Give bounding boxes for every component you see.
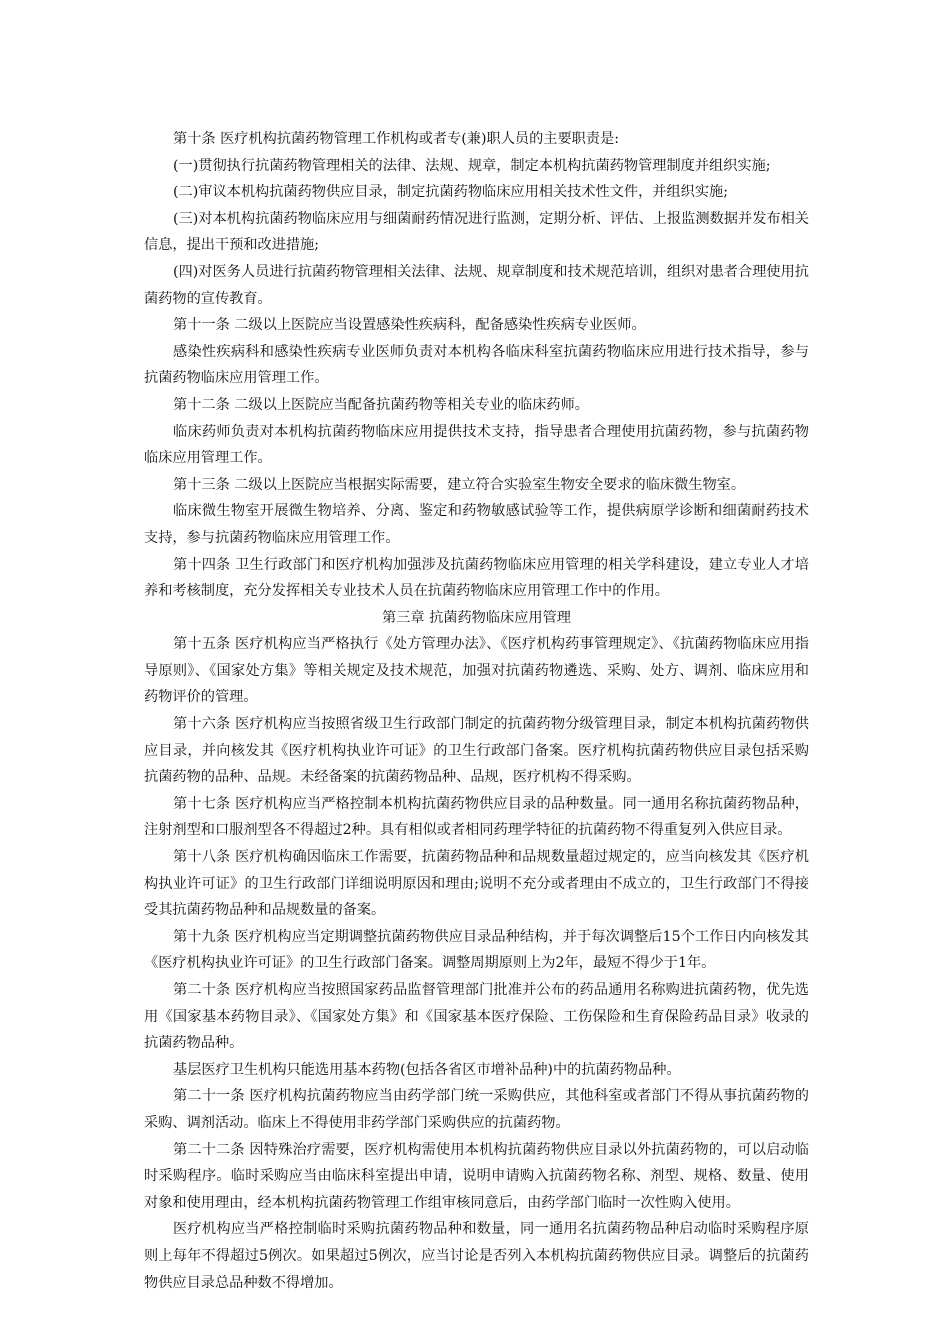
paragraph-article-12-detail: 临床药师负责对本机构抗菌药物临床应用提供技术支持，指导患者合理使用抗菌药物，参与抗菌药物临床应用管理工作。	[144, 423, 809, 467]
paragraph-article-20: 第二十条 医疗机构应当按照国家药品监督管理部门批准并公布的药品通用名称购进抗菌药物，优先选用《国家基本药物目录》、《国家处方集》和《国家基本医疗保险、工伤保险和生育保险药品目录》收录的抗菌药物品种。	[144, 982, 809, 1052]
paragraph-item-2: (二)审议本机构抗菌药物供应目录，制定抗菌药物临床应用相关技术性文件，并组织实施;	[173, 184, 728, 201]
paragraph-article-18: 第十八条 医疗机构确因临床工作需要，抗菌药物品种和品规数量超过规定的，应当向核发其《医疗机构执业许可证》的卫生行政部门详细说明原因和理由;说明不充分或者理由不成立的，卫生行政部门不得接受其抗菌药物品种和品规数量的备案。	[144, 849, 809, 919]
paragraph-article-17: 第十七条 医疗机构应当严格控制本机构抗菌药物供应目录的品种数量。同一通用名称抗菌药物品种，注射剂型和口服剂型各不得超过2种。具有相似或者相同药理学特征的抗菌药物不得重复列入供应目录。	[144, 795, 809, 839]
paragraph-article-13-detail: 临床微生物室开展微生物培养、分离、鉴定和药物敏感试验等工作，提供病原学诊断和细菌耐药技术支持，参与抗菌药物临床应用管理工作。	[144, 503, 809, 546]
paragraph-article-21: 第二十一条 医疗机构抗菌药物应当由药学部门统一采购供应，其他科室或者部门不得从事抗菌药物的采购、调剂活动。临床上不得使用非药学部门采购供应的抗菌药物。	[144, 1088, 809, 1131]
document-body	[144, 126, 809, 1296]
paragraph-article-19: 第十九条 医疗机构应当定期调整抗菌药物供应目录品种结构，并于每次调整后15个工作日内向核发其《医疗机构执业许可证》的卫生行政部门备案。调整周期原则上为2年，最短不得少于1年。	[144, 928, 809, 972]
paragraph-item-3: (三)对本机构抗菌药物临床应用与细菌耐药情况进行监测，定期分析、评估、上报监测数据并发布相关信息，提出干预和改进措施;	[144, 210, 809, 254]
paragraph-article-15: 第十五条 医疗机构应当严格执行《处方管理办法》、《医疗机构药事管理规定》、《抗菌药物临床应用指导原则》、《国家处方集》等相关规定及技术规范，加强对抗菌药物遴选、采购、处方、调剂、临床应用和药物评价的管理。	[144, 636, 809, 706]
paragraph-item-4: (四)对医务人员进行抗菌药物管理相关法律、法规、规章制度和技术规范培训，组织对患者合理使用抗菌药物的宣传教育。	[144, 263, 809, 307]
paragraph-article-12: 第十二条 二级以上医院应当配备抗菌药物等相关专业的临床药师。	[173, 396, 589, 413]
paragraph-article-10: 第十条 医疗机构抗菌药物管理工作机构或者专(兼)职人员的主要职责是:	[173, 131, 619, 147]
paragraph-article-11: 第十一条 二级以上医院应当设置感染性疾病科，配备感染性疾病专业医师。	[173, 317, 646, 334]
paragraph-article-20-detail: 基层医疗卫生机构只能选用基本药物(包括各省区市增补品种)中的抗菌药物品种。	[173, 1061, 681, 1078]
paragraph-item-1: (一)贯彻执行抗菌药物管理相关的法律、法规、规章，制定本机构抗菌药物管理制度并组织实施;	[173, 157, 771, 174]
paragraph-article-14: 第十四条 卫生行政部门和医疗机构加强涉及抗菌药物临床应用管理的相关学科建设，建立专业人才培养和考核制度，充分发挥相关专业技术人员在抗菌药物临床应用管理工作中的作用。	[144, 556, 809, 600]
paragraph-article-11-detail: 感染性疾病科和感染性疾病专业医师负责对本机构各临床科室抗菌药物临床应用进行技术指导，参与抗菌药物临床应用管理工作。	[144, 343, 809, 387]
paragraph-article-16: 第十六条 医疗机构应当按照省级卫生行政部门制定的抗菌药物分级管理目录，制定本机构抗菌药物供应目录，并向核发其《医疗机构执业许可证》的卫生行政部门备案。医疗机构抗菌药物供应目录包括采购抗菌药物的品种、品规。未经备案的抗菌药物品种、品规，医疗机构不得采购。	[144, 716, 809, 786]
paragraph-article-22-detail: 医疗机构应当严格控制临时采购抗菌药物品种和数量，同一通用名抗菌药物品种启动临时采购程序原则上每年不得超过5例次。如果超过5例次，应当讨论是否列入本机构抗菌药物供应目录。调整后的抗菌药物供应目录总品种数不得增加。	[144, 1221, 809, 1291]
chapter-heading: 第三章 抗菌药物临床应用管理	[382, 609, 571, 626]
paragraph-article-22: 第二十二条 因特殊治疗需要，医疗机构需使用本机构抗菌药物供应目录以外抗菌药物的，可以启动临时采购程序。临时采购应当由临床科室提出申请，说明申请购入抗菌药物名称、剂型、规格、数量、使用对象和使用理由，经本机构抗菌药物管理工作组审核同意后，由药学部门临时一次性购入使用。	[144, 1141, 809, 1211]
paragraph-article-13: 第十三条 二级以上医院应当根据实际需要，建立符合实验室生物安全要求的临床微生物室。	[173, 476, 746, 493]
